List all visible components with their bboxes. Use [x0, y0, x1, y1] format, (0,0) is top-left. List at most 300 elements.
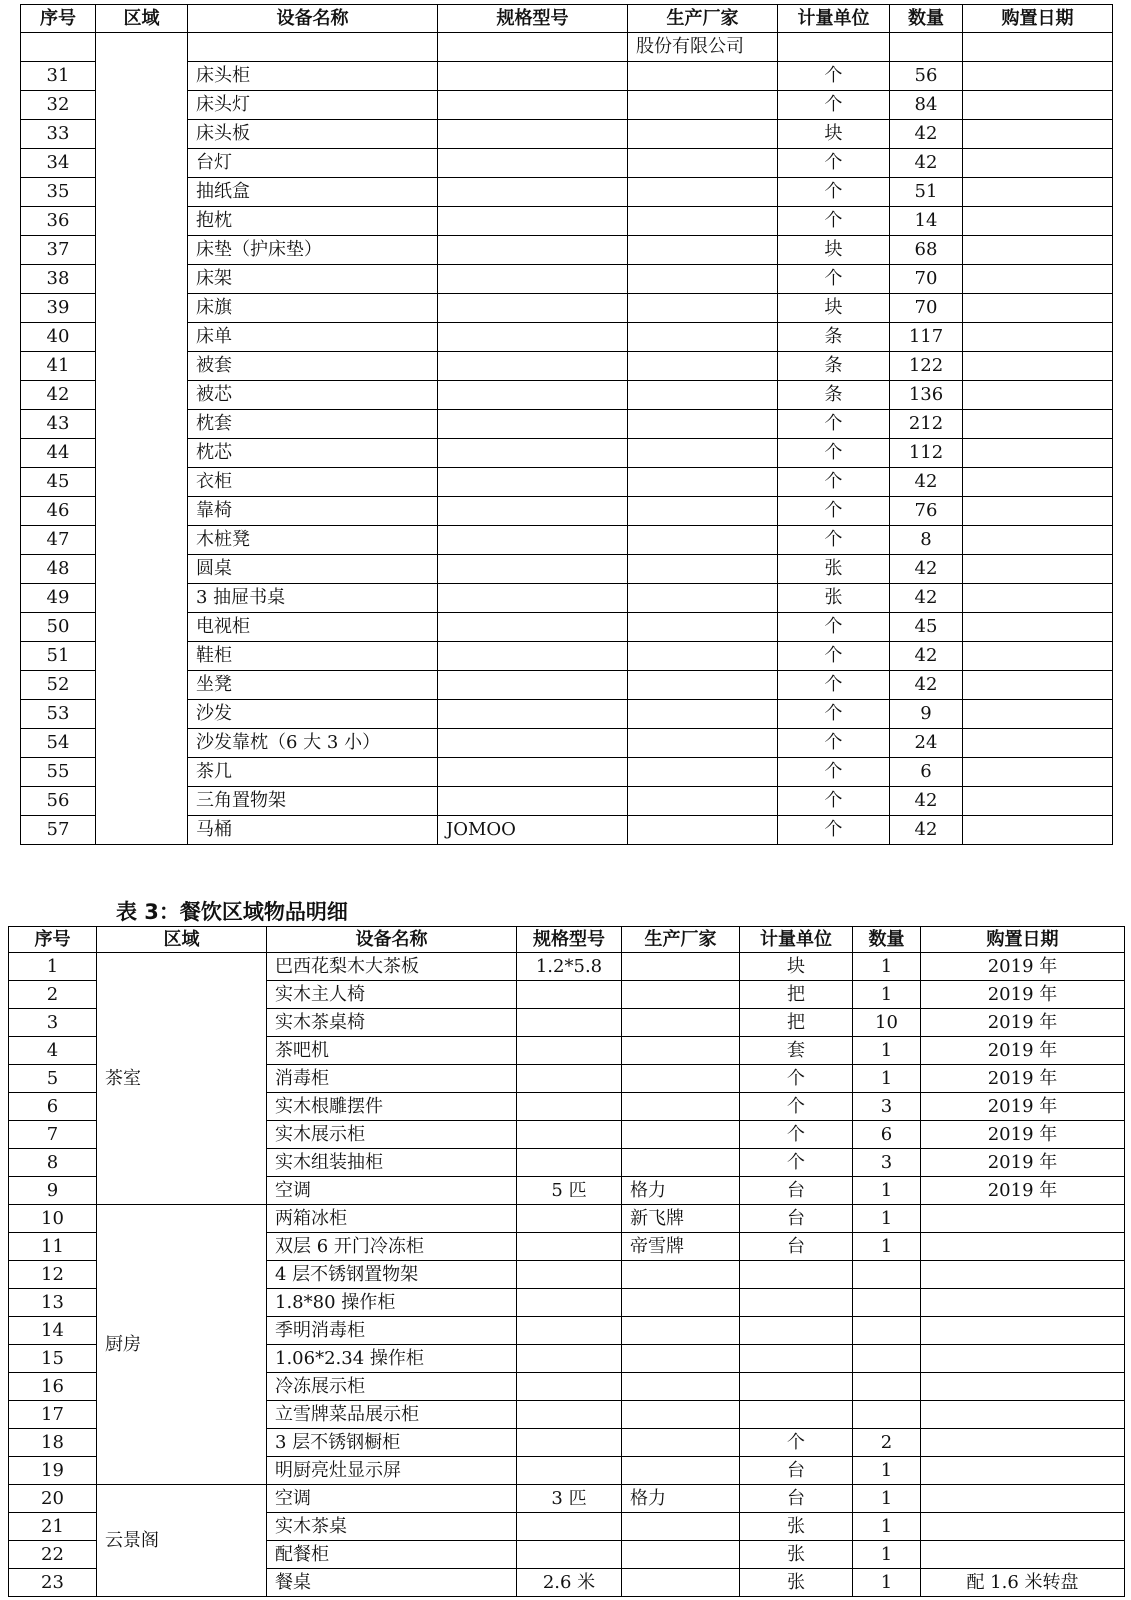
index-cell: 14: [9, 1317, 97, 1345]
quantity-cell: 42: [890, 584, 963, 613]
spec-cell: [438, 352, 628, 381]
manufacturer-cell: [622, 1541, 740, 1569]
unit-cell: 台: [740, 1233, 853, 1261]
index-cell: 33: [21, 120, 96, 149]
name-cell: 圆桌: [188, 555, 438, 584]
quantity-cell: 1: [853, 1485, 921, 1513]
quantity-cell: 42: [890, 642, 963, 671]
manufacturer-cell: 格力: [622, 1485, 740, 1513]
manufacturer-cell: [622, 1429, 740, 1457]
spec-cell: 3 匹: [517, 1485, 622, 1513]
quantity-cell: 1: [853, 1569, 921, 1597]
manufacturer-cell: 股份有限公司: [628, 33, 778, 62]
manufacturer-cell: [628, 613, 778, 642]
manufacturer-cell: [622, 1317, 740, 1345]
spec-cell: [438, 149, 628, 178]
header-purchase-date: 购置日期: [963, 5, 1113, 33]
unit-cell: 个: [778, 439, 890, 468]
name-cell: 实木组装抽柜: [267, 1149, 517, 1177]
name-cell: 巴西花梨木大茶板: [267, 953, 517, 981]
unit-cell: 个: [778, 178, 890, 207]
unit-cell: 套: [740, 1037, 853, 1065]
index-cell: 50: [21, 613, 96, 642]
date-cell: [921, 1261, 1125, 1289]
manufacturer-cell: [622, 981, 740, 1009]
date-cell: [963, 323, 1113, 352]
quantity-cell: 1: [853, 1205, 921, 1233]
date-cell: [963, 439, 1113, 468]
spec-cell: [517, 1541, 622, 1569]
index-cell: 47: [21, 526, 96, 555]
unit-cell: 个: [778, 207, 890, 236]
quantity-cell: 6: [853, 1121, 921, 1149]
quantity-cell: 1: [853, 1065, 921, 1093]
quantity-cell: 10: [853, 1009, 921, 1037]
date-cell: [963, 410, 1113, 439]
name-cell: 立雪牌菜品展示柜: [267, 1401, 517, 1429]
table-caption: 表 3：餐饮区域物品明细: [116, 900, 348, 924]
table2-body: [9, 953, 1125, 1597]
date-cell: [921, 1233, 1125, 1261]
name-cell: 3 层不锈钢橱柜: [267, 1429, 517, 1457]
index-cell: 1: [9, 953, 97, 981]
date-cell: 2019 年: [921, 1149, 1125, 1177]
manufacturer-cell: [622, 1345, 740, 1373]
date-cell: 2019 年: [921, 1093, 1125, 1121]
name-cell: 枕套: [188, 410, 438, 439]
header-unit: 计量单位: [740, 927, 853, 953]
name-cell: 坐凳: [188, 671, 438, 700]
unit-cell: 张: [740, 1569, 853, 1597]
spec-cell: [517, 1457, 622, 1485]
name-cell: 床头灯: [188, 91, 438, 120]
unit-cell: 块: [778, 294, 890, 323]
unit-cell: 个: [778, 410, 890, 439]
name-cell: 台灯: [188, 149, 438, 178]
manufacturer-cell: [628, 497, 778, 526]
manufacturer-cell: [628, 584, 778, 613]
date-cell: [921, 1429, 1125, 1457]
manufacturer-cell: [628, 526, 778, 555]
quantity-cell: 1: [853, 1541, 921, 1569]
name-cell: 季明消毒柜: [267, 1317, 517, 1345]
unit-cell: 个: [778, 671, 890, 700]
date-cell: [921, 1289, 1125, 1317]
name-cell: 枕芯: [188, 439, 438, 468]
manufacturer-cell: [628, 468, 778, 497]
index-cell: 13: [9, 1289, 97, 1317]
index-cell: 11: [9, 1233, 97, 1261]
unit-cell: 个: [778, 816, 890, 845]
spec-cell: [438, 729, 628, 758]
quantity-cell: 24: [890, 729, 963, 758]
manufacturer-cell: [628, 120, 778, 149]
date-cell: [963, 758, 1113, 787]
index-cell: 20: [9, 1485, 97, 1513]
table-row: [9, 1205, 1125, 1233]
index-cell: 36: [21, 207, 96, 236]
unit-cell: 块: [740, 953, 853, 981]
quantity-cell: 42: [890, 149, 963, 178]
unit-cell: 张: [740, 1513, 853, 1541]
date-cell: [921, 1401, 1125, 1429]
name-cell: 茶吧机: [267, 1037, 517, 1065]
spec-cell: [517, 1121, 622, 1149]
index-cell: 21: [9, 1513, 97, 1541]
date-cell: [963, 787, 1113, 816]
index-cell: 48: [21, 555, 96, 584]
quantity-cell: 2: [853, 1429, 921, 1457]
header-index: 序号: [9, 927, 97, 953]
quantity-cell: [853, 1345, 921, 1373]
manufacturer-cell: [628, 642, 778, 671]
spec-cell: [438, 700, 628, 729]
name-cell: 木桩凳: [188, 526, 438, 555]
manufacturer-cell: [622, 953, 740, 981]
name-cell: 空调: [267, 1177, 517, 1205]
manufacturer-cell: 帝雪牌: [622, 1233, 740, 1261]
quantity-cell: 51: [890, 178, 963, 207]
index-cell: 40: [21, 323, 96, 352]
name-cell: 床旗: [188, 294, 438, 323]
manufacturer-cell: [628, 236, 778, 265]
unit-cell: 个: [778, 265, 890, 294]
index-cell: 9: [9, 1177, 97, 1205]
date-cell: [963, 816, 1113, 845]
name-cell: 1.8*80 操作柜: [267, 1289, 517, 1317]
name-cell: 床头柜: [188, 62, 438, 91]
date-cell: [963, 584, 1113, 613]
unit-cell: 块: [778, 236, 890, 265]
manufacturer-cell: [628, 91, 778, 120]
index-cell: 15: [9, 1345, 97, 1373]
date-cell: [921, 1457, 1125, 1485]
name-cell: 三角置物架: [188, 787, 438, 816]
manufacturer-cell: [622, 1401, 740, 1429]
index-cell: 31: [21, 62, 96, 91]
index-cell: 12: [9, 1261, 97, 1289]
date-cell: [963, 729, 1113, 758]
name-cell: 消毒柜: [267, 1065, 517, 1093]
spec-cell: [438, 33, 628, 62]
quantity-cell: 42: [890, 816, 963, 845]
date-cell: [963, 381, 1113, 410]
name-cell: 两箱冰柜: [267, 1205, 517, 1233]
unit-cell: 台: [740, 1177, 853, 1205]
index-cell: 23: [9, 1569, 97, 1597]
index-cell: 53: [21, 700, 96, 729]
quantity-cell: 76: [890, 497, 963, 526]
header-quantity: 数量: [890, 5, 963, 33]
quantity-cell: [853, 1373, 921, 1401]
name-cell: 实木主人椅: [267, 981, 517, 1009]
index-cell: 44: [21, 439, 96, 468]
index-cell: 34: [21, 149, 96, 178]
index-cell: 17: [9, 1401, 97, 1429]
table-row: [21, 33, 1113, 62]
index-cell: 54: [21, 729, 96, 758]
header-purchase-date: 购置日期: [921, 927, 1125, 953]
name-cell: 明厨亮灶显示屏: [267, 1457, 517, 1485]
index-cell: 22: [9, 1541, 97, 1569]
manufacturer-cell: [622, 1121, 740, 1149]
quantity-cell: 117: [890, 323, 963, 352]
manufacturer-cell: [628, 352, 778, 381]
index-cell: 8: [9, 1149, 97, 1177]
date-cell: [963, 671, 1113, 700]
index-cell: 19: [9, 1457, 97, 1485]
unit-cell: 个: [778, 497, 890, 526]
header-spec: 规格型号: [438, 5, 628, 33]
index-cell: 5: [9, 1065, 97, 1093]
unit-cell: 条: [778, 323, 890, 352]
quantity-cell: 212: [890, 410, 963, 439]
unit-cell: 张: [778, 584, 890, 613]
manufacturer-cell: [622, 1037, 740, 1065]
name-cell: 1.06*2.34 操作柜: [267, 1345, 517, 1373]
date-cell: [921, 1485, 1125, 1513]
quantity-cell: 122: [890, 352, 963, 381]
spec-cell: [438, 62, 628, 91]
quantity-cell: 9: [890, 700, 963, 729]
unit-cell: 个: [740, 1093, 853, 1121]
date-cell: [963, 33, 1113, 62]
index-cell: 35: [21, 178, 96, 207]
name-cell: 4 层不锈钢置物架: [267, 1261, 517, 1289]
date-cell: 2019 年: [921, 1065, 1125, 1093]
spec-cell: [517, 1149, 622, 1177]
name-cell: 3 抽屉书桌: [188, 584, 438, 613]
index-cell: 4: [9, 1037, 97, 1065]
name-cell: 衣柜: [188, 468, 438, 497]
spec-cell: [438, 555, 628, 584]
manufacturer-cell: [628, 381, 778, 410]
name-cell: 床架: [188, 265, 438, 294]
spec-cell: [517, 981, 622, 1009]
index-cell: 49: [21, 584, 96, 613]
manufacturer-cell: [622, 1457, 740, 1485]
quantity-cell: 1: [853, 1037, 921, 1065]
name-cell: [188, 33, 438, 62]
header-area: 区域: [96, 5, 188, 33]
table-row: [9, 1485, 1125, 1513]
spec-cell: [517, 1289, 622, 1317]
area-cell: 茶室: [97, 953, 267, 1205]
spec-cell: [517, 1037, 622, 1065]
name-cell: 靠椅: [188, 497, 438, 526]
spec-cell: [517, 1513, 622, 1541]
table-row: [9, 953, 1125, 981]
quantity-cell: [890, 33, 963, 62]
manufacturer-cell: [622, 1149, 740, 1177]
index-cell: 3: [9, 1009, 97, 1037]
index-cell: 6: [9, 1093, 97, 1121]
date-cell: [963, 149, 1113, 178]
spec-cell: [517, 1401, 622, 1429]
name-cell: 沙发: [188, 700, 438, 729]
manufacturer-cell: [622, 1569, 740, 1597]
name-cell: 冷冻展示柜: [267, 1373, 517, 1401]
quantity-cell: [853, 1401, 921, 1429]
name-cell: 空调: [267, 1485, 517, 1513]
manufacturer-cell: [628, 149, 778, 178]
quantity-cell: 1: [853, 1513, 921, 1541]
manufacturer-cell: 新飞牌: [622, 1205, 740, 1233]
manufacturer-cell: [628, 700, 778, 729]
unit-cell: [740, 1373, 853, 1401]
index-cell: 32: [21, 91, 96, 120]
date-cell: [963, 613, 1113, 642]
index-cell: [21, 33, 96, 62]
spec-cell: 1.2*5.8: [517, 953, 622, 981]
date-cell: [921, 1205, 1125, 1233]
name-cell: 鞋柜: [188, 642, 438, 671]
manufacturer-cell: [622, 1373, 740, 1401]
manufacturer-cell: [628, 323, 778, 352]
quantity-cell: 70: [890, 265, 963, 294]
spec-cell: [438, 613, 628, 642]
unit-cell: 个: [778, 468, 890, 497]
name-cell: 实木展示柜: [267, 1121, 517, 1149]
quantity-cell: 42: [890, 671, 963, 700]
quantity-cell: [853, 1261, 921, 1289]
name-cell: 马桶: [188, 816, 438, 845]
quantity-cell: 68: [890, 236, 963, 265]
manufacturer-cell: [622, 1261, 740, 1289]
quantity-cell: 1: [853, 1457, 921, 1485]
unit-cell: 条: [778, 381, 890, 410]
quantity-cell: 3: [853, 1093, 921, 1121]
name-cell: 被芯: [188, 381, 438, 410]
date-cell: [963, 294, 1113, 323]
quantity-cell: 42: [890, 468, 963, 497]
quantity-cell: 42: [890, 555, 963, 584]
equipment-table-continued: [20, 4, 1113, 845]
spec-cell: [438, 178, 628, 207]
spec-cell: [438, 323, 628, 352]
unit-cell: 块: [778, 120, 890, 149]
quantity-cell: 45: [890, 613, 963, 642]
date-cell: [963, 700, 1113, 729]
name-cell: 抱枕: [188, 207, 438, 236]
spec-cell: [517, 1009, 622, 1037]
unit-cell: 个: [740, 1429, 853, 1457]
index-cell: 10: [9, 1205, 97, 1233]
quantity-cell: 112: [890, 439, 963, 468]
date-cell: [963, 120, 1113, 149]
index-cell: 45: [21, 468, 96, 497]
name-cell: 茶几: [188, 758, 438, 787]
index-cell: 56: [21, 787, 96, 816]
date-cell: [963, 178, 1113, 207]
manufacturer-cell: [628, 178, 778, 207]
date-cell: 2019 年: [921, 1177, 1125, 1205]
spec-cell: [517, 1233, 622, 1261]
unit-cell: 个: [778, 758, 890, 787]
unit-cell: 条: [778, 352, 890, 381]
date-cell: [963, 468, 1113, 497]
manufacturer-cell: [628, 294, 778, 323]
spec-cell: [517, 1317, 622, 1345]
quantity-cell: 136: [890, 381, 963, 410]
quantity-cell: 42: [890, 120, 963, 149]
unit-cell: [740, 1261, 853, 1289]
unit-cell: 个: [778, 729, 890, 758]
unit-cell: 个: [740, 1065, 853, 1093]
name-cell: 餐桌: [267, 1569, 517, 1597]
spec-cell: [438, 439, 628, 468]
spec-cell: [438, 265, 628, 294]
date-cell: [963, 352, 1113, 381]
unit-cell: 个: [778, 91, 890, 120]
spec-cell: [438, 584, 628, 613]
table1-body: [21, 33, 1113, 845]
quantity-cell: 42: [890, 787, 963, 816]
spec-cell: [438, 294, 628, 323]
spec-cell: [438, 497, 628, 526]
manufacturer-cell: [628, 62, 778, 91]
date-cell: [963, 555, 1113, 584]
date-cell: [963, 497, 1113, 526]
date-cell: [921, 1373, 1125, 1401]
index-cell: 51: [21, 642, 96, 671]
spec-cell: [438, 120, 628, 149]
date-cell: [963, 642, 1113, 671]
date-cell: 2019 年: [921, 1037, 1125, 1065]
date-cell: [963, 265, 1113, 294]
date-cell: [963, 91, 1113, 120]
spec-cell: [438, 381, 628, 410]
spec-cell: [438, 410, 628, 439]
unit-cell: 个: [778, 526, 890, 555]
quantity-cell: 56: [890, 62, 963, 91]
name-cell: 配餐柜: [267, 1541, 517, 1569]
spec-cell: [438, 236, 628, 265]
area-cell: 厨房: [97, 1205, 267, 1485]
header-manufacturer: 生产厂家: [628, 5, 778, 33]
spec-cell: [438, 671, 628, 700]
index-cell: 52: [21, 671, 96, 700]
table1-header-row: [21, 5, 1113, 33]
unit-cell: 个: [740, 1149, 853, 1177]
index-cell: 46: [21, 497, 96, 526]
spec-cell: [438, 91, 628, 120]
index-cell: 7: [9, 1121, 97, 1149]
unit-cell: 张: [778, 555, 890, 584]
header-quantity: 数量: [853, 927, 921, 953]
date-cell: 2019 年: [921, 981, 1125, 1009]
spec-cell: [438, 787, 628, 816]
index-cell: 18: [9, 1429, 97, 1457]
index-cell: 57: [21, 816, 96, 845]
unit-cell: 个: [740, 1121, 853, 1149]
name-cell: 沙发靠枕（6 大 3 小）: [188, 729, 438, 758]
unit-cell: [740, 1345, 853, 1373]
manufacturer-cell: [628, 729, 778, 758]
manufacturer-cell: [622, 1093, 740, 1121]
spec-cell: [438, 207, 628, 236]
quantity-cell: 8: [890, 526, 963, 555]
header-manufacturer: 生产厂家: [622, 927, 740, 953]
spec-cell: [517, 1261, 622, 1289]
unit-cell: [778, 33, 890, 62]
index-cell: 16: [9, 1373, 97, 1401]
unit-cell: [740, 1317, 853, 1345]
manufacturer-cell: [622, 1009, 740, 1037]
index-cell: 42: [21, 381, 96, 410]
header-equipment-name: 设备名称: [267, 927, 517, 953]
spec-cell: [438, 526, 628, 555]
